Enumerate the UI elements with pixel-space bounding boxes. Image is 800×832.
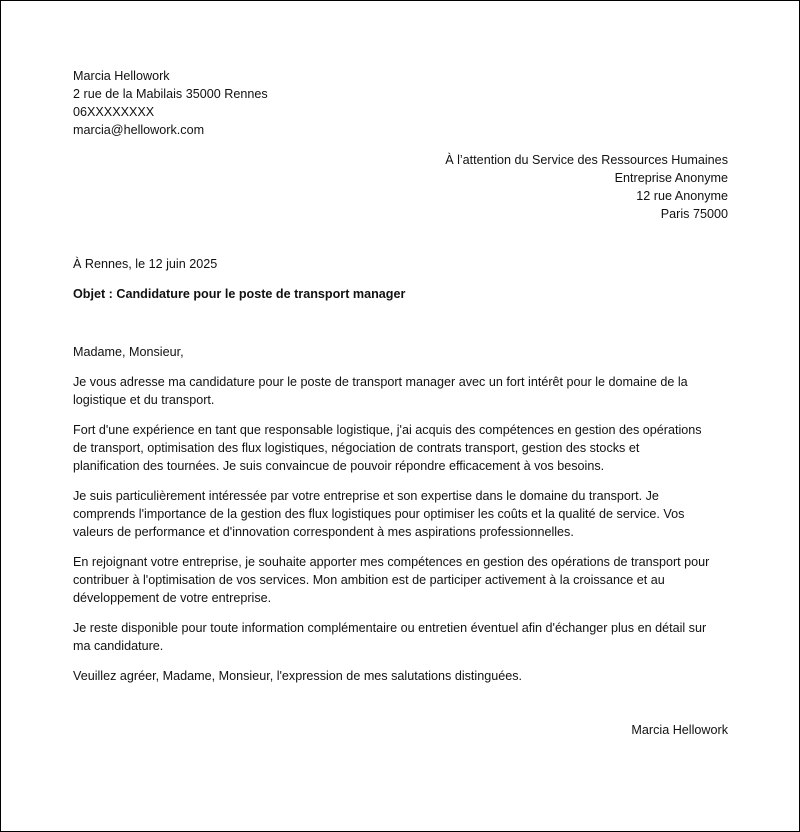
sender-name: Marcia Hellowork xyxy=(73,69,170,83)
recipient-street: 12 rue Anonyme xyxy=(636,189,728,203)
salutation: Madame, Monsieur, xyxy=(73,345,184,359)
date-line: À Rennes, le 12 juin 2025 xyxy=(73,257,218,271)
paragraph-line: En rejoignant votre entreprise, je souhaite apporter mes compétences en gestion des opérations de transport pour xyxy=(73,555,710,569)
paragraph-line: développement de votre entreprise. xyxy=(73,591,272,605)
letter-body xyxy=(73,373,728,685)
recipient-attention: À l’attention du Service des Ressources Humaines xyxy=(445,153,728,167)
paragraph-line: Je vous adresse ma candidature pour le poste de transport manager avec un fort intérêt pour le domaine de la xyxy=(73,375,688,389)
body-paragraph xyxy=(73,667,728,685)
paragraph-line: Veuillez agréer, Madame, Monsieur, l'expression de mes salutations distinguées. xyxy=(73,669,523,683)
paragraph-line: Fort d'une expérience en tant que responsable logistique, j'ai acquis des compétences en gestion des opérations xyxy=(73,423,702,437)
paragraph-line: contribuer à l'optimisation de vos services. Mon ambition est de participer activement à la croissance et au xyxy=(73,573,665,587)
paragraph-line: Je reste disponible pour toute information complémentaire ou entretien éventuel afin d'échanger plus en détail sur xyxy=(73,621,707,635)
paragraph-line: de transport, optimisation des flux logistiques, négociation de contrats transport, gestion des stocks et xyxy=(73,441,640,455)
paragraph-line: logistique et du transport. xyxy=(73,393,215,407)
sender-phone: 06XXXXXXXX xyxy=(73,105,155,119)
recipient-company: Entreprise Anonyme xyxy=(614,171,728,185)
body-paragraph xyxy=(73,553,728,607)
letter-content xyxy=(73,65,728,739)
body-paragraph xyxy=(73,619,728,655)
body-paragraph xyxy=(73,373,728,409)
paragraph-line: planification des tournées. Je suis convaincue de pouvoir répondre efficacement à vos besoins. xyxy=(73,459,605,473)
paragraph-line: ma candidature. xyxy=(73,639,164,653)
sender-email: marcia@hellowork.com xyxy=(73,123,205,137)
subject-line: Objet : Candidature pour le poste de transport manager xyxy=(73,287,406,301)
sender-address: 2 rue de la Mabilais 35000 Rennes xyxy=(73,87,268,101)
body-paragraph xyxy=(73,421,728,475)
body-paragraph xyxy=(73,487,728,541)
paragraph-line: valeurs de performance et d'innovation correspondent à mes aspirations professionnelles. xyxy=(73,525,574,539)
signature: Marcia Hellowork xyxy=(631,723,728,737)
recipient-city: Paris 75000 xyxy=(660,207,728,221)
paragraph-line: Je suis particulièrement intéressée par votre entreprise et son expertise dans le domaine du transport. Je xyxy=(73,489,659,503)
recipient-block xyxy=(73,151,728,223)
paragraph-line: comprends l'importance de la gestion des flux logistiques pour optimiser les coûts et la qualité de service. Vos xyxy=(73,507,685,521)
sender-block xyxy=(73,67,728,139)
